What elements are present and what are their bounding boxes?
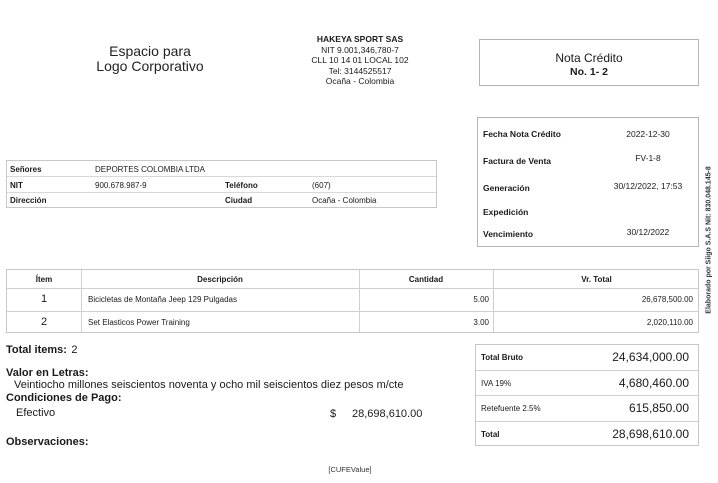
date-row-generacion [483, 183, 693, 195]
totals-row [476, 371, 698, 397]
date-label: Fecha Nota Crédito [483, 129, 561, 139]
logo-placeholder [60, 44, 240, 74]
siigo-vertical-note [703, 160, 715, 320]
date-label: Generación [483, 183, 530, 193]
date-row-fecha [483, 129, 693, 141]
total-items-label: Total items: [6, 344, 67, 356]
company-name: HAKEYA SPORT SAS [316, 34, 404, 44]
client-name: DEPORTES COLOMBIA LTDA [95, 165, 205, 174]
senores-label: Señores [10, 165, 42, 174]
totals-value: 24,634,000.00 [612, 350, 689, 364]
date-label: Vencimiento [483, 229, 534, 239]
condiciones-pago-label: Condiciones de Pago: [6, 392, 122, 404]
valor-letras-text: Veintiocho millones seiscientos noventa y ocho mil seiscientos diez pesos m/cte [14, 379, 404, 391]
date-label: Expedición [483, 207, 529, 217]
dates-box [477, 117, 699, 247]
totals-label: Retefuente 2.5% [481, 404, 541, 413]
cufe-value: [CUFEValue] [328, 465, 372, 474]
totals-value: 615,850.00 [628, 401, 689, 415]
col-header-cantidad: Cantidad [408, 275, 444, 284]
totals-label: Total Bruto [481, 353, 524, 362]
date-row-factura [483, 153, 693, 168]
row-total: 2,020,110.00 [646, 318, 693, 327]
document-title-box [479, 39, 699, 86]
totals-row [476, 422, 698, 448]
date-value: FV-1-8 [635, 153, 661, 163]
company-info [290, 34, 430, 87]
row-item: 1 [40, 293, 48, 305]
totals-box [475, 344, 699, 446]
date-value: 30/12/2022, 17:53 [613, 181, 683, 191]
logo-line-1: Espacio para [109, 43, 191, 59]
date-label: Factura de Venta [483, 156, 552, 166]
date-row-expedicion [483, 207, 693, 219]
nit-label: NIT [10, 181, 23, 190]
direccion-label: Dirección [10, 196, 47, 205]
row-descripcion: Bicicletas de Montaña Jeep 129 Pulgadas [88, 295, 237, 304]
row-cantidad: 5.00 [473, 295, 489, 304]
totals-label: Total [481, 429, 500, 439]
company-address: CLL 10 14 01 LOCAL 102 [311, 55, 409, 66]
total-items-value: 2 [71, 344, 78, 356]
valor-letras-label: Valor en Letras: [6, 367, 89, 379]
totals-value: 28,698,610.00 [612, 426, 689, 441]
logo-line-2: Logo Corporativo [96, 58, 204, 74]
col-header-item: Ítem [35, 275, 53, 284]
payment-method: Efectivo [16, 407, 56, 419]
payment-amount: 28,698,610.00 [352, 408, 423, 420]
date-value: 2022-12-30 [626, 129, 670, 139]
row-item: 2 [40, 316, 48, 328]
row-cantidad: 3.00 [473, 318, 489, 327]
client-info-box [6, 160, 437, 208]
date-value: 30/12/2022 [626, 227, 670, 237]
currency-symbol: $ [330, 408, 337, 420]
company-city: Ocaña - Colombia [325, 76, 395, 87]
company-phone: Tel: 3144525517 [328, 65, 392, 76]
vertical-text: Elaborado por Siigo S.A.S Nit: 830.048.145-8 [705, 166, 713, 314]
items-table [6, 269, 699, 333]
company-nit: NIT 9.001,346,780-7 [321, 44, 399, 55]
document-title: Nota Crédito [555, 51, 623, 65]
col-header-descripcion: Descripción [197, 275, 243, 284]
ciudad-label: Ciudad [225, 196, 253, 205]
client-nit: 900.678.987-9 [95, 181, 147, 190]
observaciones-label: Observaciones: [6, 436, 89, 448]
telefono-label: Teléfono [225, 181, 258, 190]
client-ciudad: Ocaña - Colombia [312, 196, 377, 205]
totals-value: 4,680,460.00 [618, 375, 689, 390]
col-header-total: Vr. Total [581, 275, 612, 284]
totals-label: IVA 19% [481, 378, 512, 388]
row-total: 26,678,500.00 [641, 295, 693, 304]
client-telefono: (607) [312, 181, 331, 190]
totals-row [476, 396, 698, 422]
total-items-line [6, 340, 78, 358]
totals-row [476, 345, 698, 371]
row-descripcion: Set Elasticos Power Training [88, 318, 190, 327]
document-number: No. 1- 2 [570, 66, 608, 78]
date-row-vencimiento [483, 229, 693, 241]
